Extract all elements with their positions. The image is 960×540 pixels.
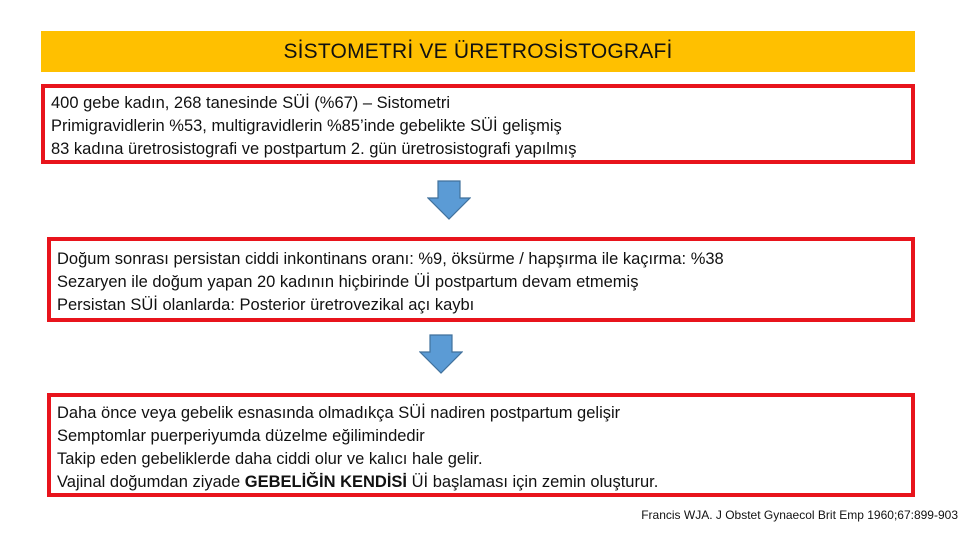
findings-line-3: Persistan SÜİ olanlarda: Posterior üretrovezikal açı kaybı: [57, 296, 475, 314]
conclusion-line-4: [57, 471, 905, 494]
conclusion-line-3: Takip eden gebeliklerde daha ciddi olur ve kalıcı hale gelir.: [57, 450, 483, 468]
slide-title: SİSTOMETRİ VE ÜRETROSİSTOGRAFİ: [283, 39, 673, 63]
conclusion-box: [47, 393, 915, 497]
conclusion-emphasis: GEBELİĞİN KENDİSİ: [244, 473, 408, 491]
conclusion-line-4-prefix: Vajinal doğumdan ziyade: [57, 473, 245, 491]
conclusion-line-2: Semptomlar puerperiyumda düzelme eğilimindedir: [57, 427, 425, 445]
slide-title-bar: [41, 31, 915, 72]
down-arrow-icon: [419, 334, 463, 374]
findings-line-2: Sezaryen ile doğum yapan 20 kadının hiçbirinde Üİ postpartum devam etmemiş: [57, 273, 639, 291]
findings-line-1: Doğum sonrası persistan ciddi inkontinans oranı: %9, öksürme / hapşırma ile kaçırma: %38: [57, 250, 724, 268]
summary-line-2: Primigravidlerin %53, multigravidlerin %85’inde gebelikte SÜİ gelişmiş: [51, 117, 562, 135]
findings-box: [47, 237, 915, 322]
conclusion-line-4-suffix: Üİ başlaması için zemin oluşturur.: [407, 473, 659, 491]
down-arrow-icon: [427, 180, 471, 220]
citation: Francis WJA. J Obstet Gynaecol Brit Emp 1960;67:899-903: [641, 508, 958, 522]
summary-line-3: 83 kadına üretrosistografi ve postpartum 2. gün üretrosistografi yapılmış: [51, 140, 577, 158]
summary-line-1: 400 gebe kadın, 268 tanesinde SÜİ (%67) – Sistometri: [51, 94, 450, 112]
conclusion-line-1: Daha önce veya gebelik esnasında olmadıkça SÜİ nadiren postpartum gelişir: [57, 404, 621, 422]
study-summary-box: [41, 84, 915, 164]
